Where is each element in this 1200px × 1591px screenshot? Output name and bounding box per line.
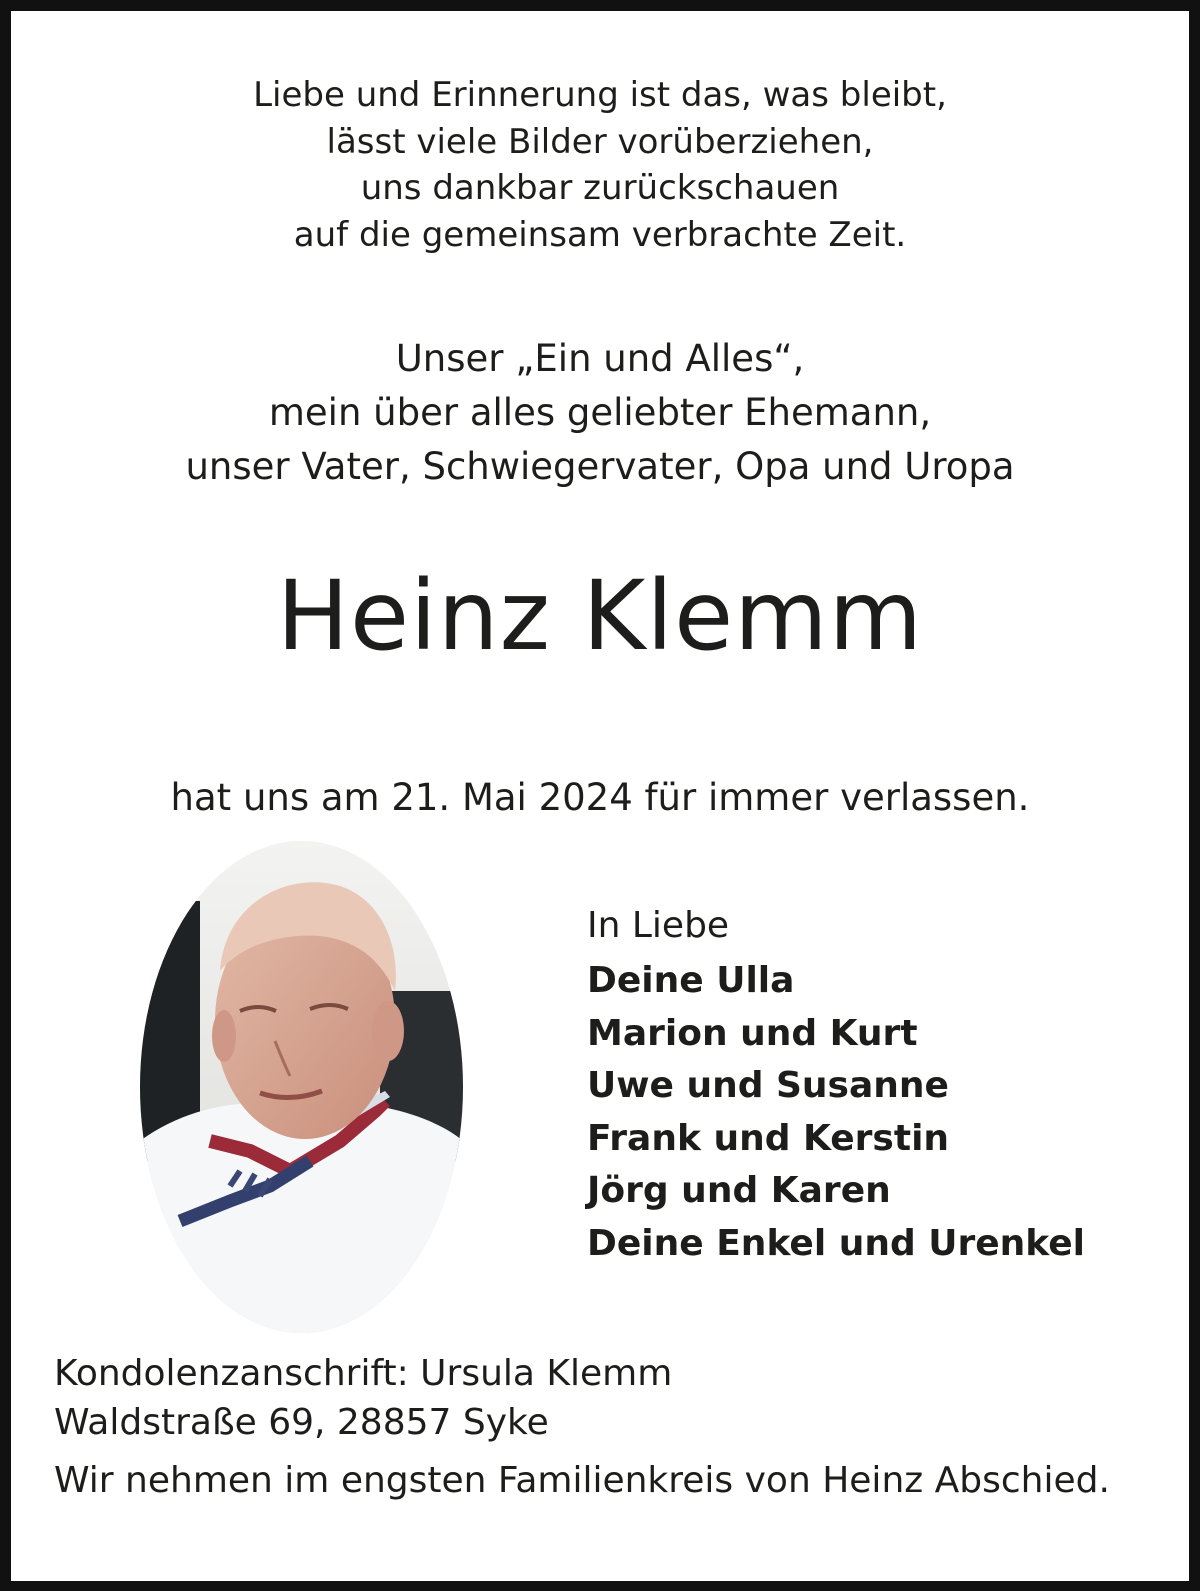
death-date-line: hat uns am 21. Mai 2024 für immer verlassen. [170,776,1030,819]
memorial-verse [0,72,1200,258]
farewell-note: Wir nehmen im engsten Familienkreis von Heinz Abschied. [54,1460,1110,1501]
verse-line: Liebe und Erinnerung ist das, was bleibt, [253,75,947,115]
condolence-address-label: Kondolenzanschrift: Ursula Klemm [54,1353,673,1394]
signer-name: Jörg und Karen [587,1170,891,1212]
intro-line: Unser „Ein und Alles“, [395,337,805,380]
portrait-photo [140,841,463,1333]
signatories [587,900,1085,1271]
intro-line: unser Vater, Schwiegervater, Opa und Uropa [185,445,1015,488]
verse-line: uns dankbar zurückschauen [360,168,840,208]
verse-line: auf die gemeinsam verbrachte Zeit. [293,214,907,255]
condolence-address: Waldstraße 69, 28857 Syke [54,1402,549,1443]
signer-name: Deine Enkel und Urenkel [587,1222,1086,1264]
signer-name: Marion und Kurt [587,1012,918,1054]
verse-line: lässt viele Bilder vorüberziehen, [326,121,874,162]
signer-name: Frank und Kerstin [587,1117,950,1159]
intro-text [0,332,1200,494]
signers-lead: In Liebe [587,905,730,946]
signer-name: Uwe und Susanne [587,1065,949,1107]
deceased-name: Heinz Klemm [276,560,924,672]
signer-name: Deine Ulla [587,960,795,1001]
footer-info [54,1349,1110,1505]
intro-line: mein über alles geliebter Ehemann, [268,391,932,434]
